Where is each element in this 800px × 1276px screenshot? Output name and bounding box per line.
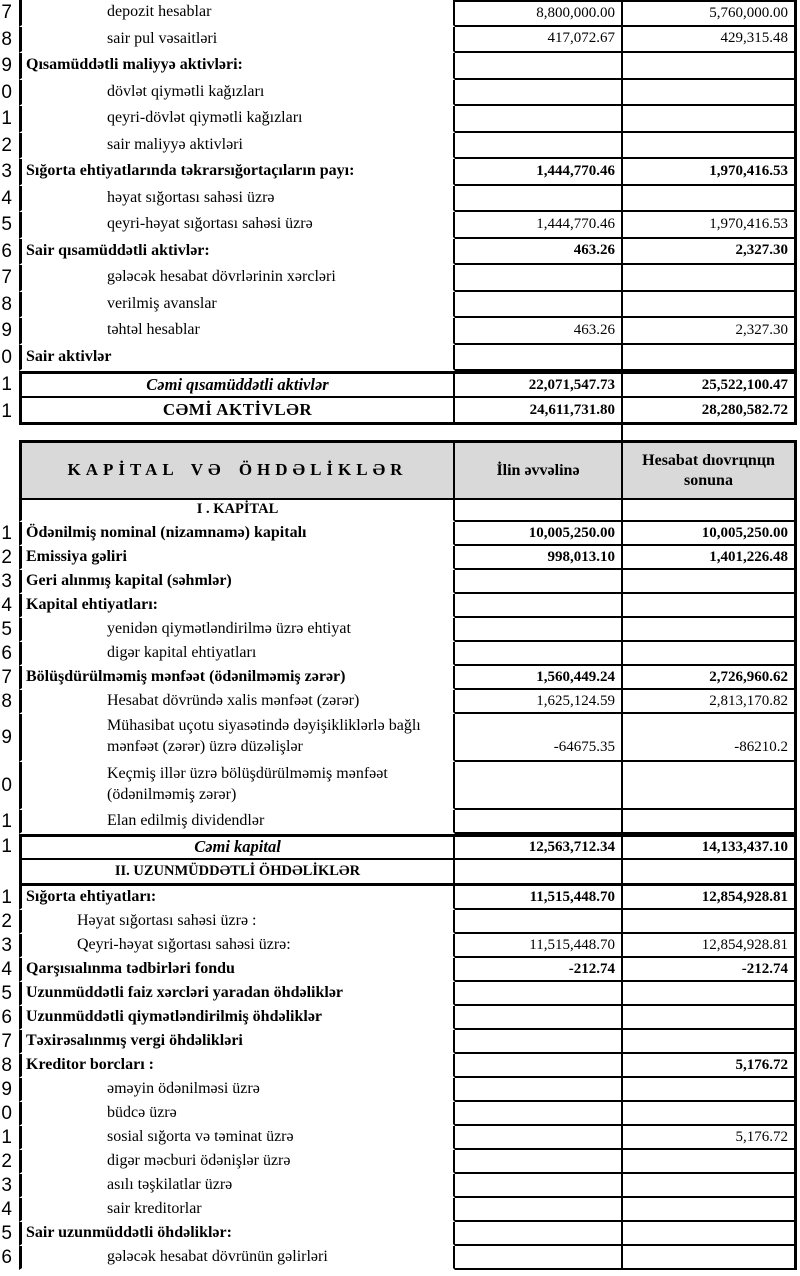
table-row [0, 53, 800, 80]
table-row [0, 345, 800, 372]
table-row [0, 0, 800, 27]
row-number: 1 [1, 887, 12, 908]
row-number: 3 [1, 1175, 12, 1196]
value-begin-of-year: -212.74 [455, 958, 623, 982]
value-begin-of-year [455, 594, 623, 618]
row-number: 8 [1, 691, 12, 712]
value-end-of-period [623, 1150, 797, 1174]
table-row [0, 934, 800, 958]
table-row [0, 1246, 800, 1270]
row-number: 5 [1, 983, 12, 1004]
value-begin-of-year [455, 1030, 623, 1054]
table-row [0, 1174, 800, 1198]
value-begin-of-year [455, 810, 623, 834]
table-row [0, 106, 800, 133]
value-begin-of-year [455, 106, 623, 133]
table-row [0, 958, 800, 982]
value-begin-of-year: 1,560,449.24 [455, 666, 623, 690]
table-row [0, 133, 800, 160]
row-number: 0 [1, 775, 12, 796]
row-label: verilmiş avanslar [19, 292, 455, 319]
table-row [0, 1078, 800, 1102]
value-begin-of-year [455, 345, 623, 372]
value-begin-of-year: 10,005,250.00 [455, 522, 623, 546]
row-number: 0 [1, 1103, 12, 1124]
value-begin-of-year: 22,071,547.73 [455, 371, 623, 398]
liabilities-header-row [0, 440, 800, 500]
table-row [0, 318, 800, 345]
column-header-end-of-period: Hesabat dıovrцnцn sonuna [623, 440, 797, 500]
value-end-of-period: 28,280,582.72 [623, 398, 797, 425]
value-begin-of-year [455, 1198, 623, 1222]
value-end-of-period [623, 345, 797, 372]
row-number: 9 [1, 727, 12, 748]
row-number [0, 500, 12, 522]
table-row [0, 27, 800, 54]
table-row [0, 1006, 800, 1030]
table-row [0, 1222, 800, 1246]
value-end-of-period [623, 618, 797, 642]
row-number: 8 [1, 28, 12, 50]
value-end-of-period [623, 1222, 797, 1246]
row-number: 5 [1, 1223, 12, 1244]
value-begin-of-year [455, 265, 623, 292]
value-end-of-period: 1,401,226.48 [623, 546, 797, 570]
row-label: sair pul vəsaitləri [19, 27, 455, 54]
table-row [0, 292, 800, 319]
row-label: Ödənilmiş nominal (nizamnamə) kapitalı [19, 522, 455, 546]
row-label: Hesabat dövründə xalis mənfəət (zərər) [19, 690, 455, 714]
value-end-of-period: 25,522,100.47 [623, 371, 797, 398]
value-begin-of-year [455, 1102, 623, 1126]
value-end-of-period [623, 1102, 797, 1126]
table-row [0, 594, 800, 618]
value-end-of-period [623, 910, 797, 934]
value-begin-of-year [455, 642, 623, 666]
row-number: 9 [1, 320, 12, 342]
value-end-of-period [623, 292, 797, 319]
row-label: Keçmiş illər üzrə bölüşdürülməmiş mənfəət (ödənilməmiş zərər) [19, 762, 455, 810]
value-begin-of-year [455, 1174, 623, 1198]
row-number [0, 860, 12, 886]
table-row [0, 1198, 800, 1222]
row-number: 1 [1, 836, 12, 857]
row-label: Elan edilmiş dividendlər [19, 810, 455, 834]
table-row [0, 1126, 800, 1150]
table-row [0, 1102, 800, 1126]
row-number: 5 [1, 214, 12, 236]
value-begin-of-year: 11,515,448.70 [455, 934, 623, 958]
table-row [0, 265, 800, 292]
row-label: Uzunmüddətli qiymətləndirilmiş öhdəliklər [19, 1006, 455, 1030]
row-label: digər məcburi ödənişlər üzrə [19, 1150, 455, 1174]
table-row [0, 762, 800, 810]
value-end-of-period: -212.74 [623, 958, 797, 982]
row-label: dövlət qiymətli kağızları [19, 80, 455, 107]
table-row [0, 982, 800, 1006]
table-row [0, 371, 800, 398]
row-number: 4 [1, 595, 12, 616]
table-row [0, 1030, 800, 1054]
value-begin-of-year [455, 570, 623, 594]
row-label: Qeyri-həyat sığortası sahəsi üzrə: [19, 934, 455, 958]
row-number: 9 [1, 55, 12, 77]
row-number: 1 [1, 108, 12, 130]
table-row [0, 714, 800, 762]
row-number: 1 [1, 400, 12, 422]
value-begin-of-year: 1,625,124.59 [455, 690, 623, 714]
row-label: Bölüşdürülməmiş mənfəət (ödənilməmiş zərər) [19, 666, 455, 690]
value-end-of-period [623, 1006, 797, 1030]
table-row [0, 860, 800, 886]
value-end-of-period [623, 810, 797, 834]
table-row [0, 570, 800, 594]
row-number: 2 [1, 134, 12, 156]
row-label: depozit hesablar [19, 0, 455, 27]
value-end-of-period [623, 1078, 797, 1102]
value-end-of-period: 14,133,437.10 [623, 834, 797, 860]
row-number: 8 [1, 293, 12, 315]
row-number: 5 [1, 619, 12, 640]
table-row [0, 159, 800, 186]
row-label: Emissiya gəliri [19, 546, 455, 570]
liabilities-title: KAPİTAL VƏ ÖHDƏLİKLƏR [19, 440, 455, 500]
value-end-of-period [623, 265, 797, 292]
value-begin-of-year: 11,515,448.70 [455, 886, 623, 910]
value-end-of-period [623, 982, 797, 1006]
value-begin-of-year [455, 1006, 623, 1030]
value-end-of-period: -86210.2 [623, 714, 797, 762]
value-begin-of-year [455, 1150, 623, 1174]
row-label: qeyri-həyat sığortası sahəsi üzrə [19, 212, 455, 239]
row-label: Cəmi kapital [19, 834, 455, 860]
value-end-of-period: 2,327.30 [623, 239, 797, 266]
row-number: 6 [1, 1247, 12, 1268]
row-number: 0 [1, 346, 12, 368]
value-end-of-period: 1,970,416.53 [623, 212, 797, 239]
table-row [0, 522, 800, 546]
row-number: 9 [1, 1079, 12, 1100]
value-begin-of-year: 1,444,770.46 [455, 212, 623, 239]
table-row [0, 642, 800, 666]
value-begin-of-year: -64675.35 [455, 714, 623, 762]
value-begin-of-year [455, 618, 623, 642]
row-number: 1 [1, 373, 12, 395]
row-label: Təxirəsalınmış vergi öhdəlikləri [19, 1030, 455, 1054]
row-label: təhtəl hesablar [19, 318, 455, 345]
table-row [0, 810, 800, 834]
row-number: 4 [1, 1199, 12, 1220]
value-begin-of-year [455, 1126, 623, 1150]
row-label: digər kapital ehtiyatları [19, 642, 455, 666]
value-begin-of-year: 463.26 [455, 239, 623, 266]
table-row [0, 1054, 800, 1078]
row-label: Sair uzunmüddətli öhdəliklər: [19, 1222, 455, 1246]
value-end-of-period: 10,005,250.00 [623, 522, 797, 546]
value-end-of-period [623, 133, 797, 160]
row-number: 1 [1, 811, 12, 832]
row-label: CƏMİ AKTİVLƏR [19, 398, 455, 425]
value-end-of-period [623, 186, 797, 213]
value-begin-of-year [455, 1246, 623, 1270]
value-begin-of-year [455, 982, 623, 1006]
row-number: 3 [1, 161, 12, 183]
row-number: 7 [1, 2, 12, 24]
value-end-of-period: 2,813,170.82 [623, 690, 797, 714]
table-row [0, 910, 800, 934]
value-end-of-period: 5,176.72 [623, 1054, 797, 1078]
row-label: Həyat sığortası sahəsi üzrə : [19, 910, 455, 934]
value-end-of-period [623, 860, 797, 886]
table-row [0, 834, 800, 860]
row-number: 6 [1, 1007, 12, 1028]
row-number: 1 [1, 1127, 12, 1148]
value-end-of-period [623, 80, 797, 107]
row-label: həyat sığortası sahəsi üzrə [19, 186, 455, 213]
table-row [0, 500, 800, 522]
row-label: I . KAPİTAL [19, 500, 455, 522]
row-label: sair kreditorlar [19, 1198, 455, 1222]
value-begin-of-year: 417,072.67 [455, 27, 623, 54]
column-header-begin-of-year: İlin əvvəlinə [455, 440, 623, 500]
row-label: əməyin ödənilməsi üzrə [19, 1078, 455, 1102]
table-row [0, 618, 800, 642]
value-end-of-period: 12,854,928.81 [623, 886, 797, 910]
row-label: asılı təşkilatlar üzrə [19, 1174, 455, 1198]
value-end-of-period: 2,726,960.62 [623, 666, 797, 690]
table-row [0, 690, 800, 714]
row-number: 2 [1, 1151, 12, 1172]
row-number: 6 [1, 643, 12, 664]
row-number: 8 [1, 1055, 12, 1076]
value-begin-of-year: 12,563,712.34 [455, 834, 623, 860]
value-begin-of-year [455, 53, 623, 80]
row-label: Cəmi qısamüddətli aktivlər [19, 371, 455, 398]
assets-table [0, 0, 800, 425]
value-end-of-period [623, 762, 797, 810]
value-begin-of-year [455, 80, 623, 107]
row-label: yenidən qiymətləndirilmə üzrə ehtiyat [19, 618, 455, 642]
value-begin-of-year [455, 500, 623, 522]
row-label: Sığorta ehtiyatları: [19, 886, 455, 910]
value-end-of-period [623, 1030, 797, 1054]
row-number: 4 [1, 187, 12, 209]
row-number: 7 [1, 267, 12, 289]
row-number: 4 [1, 959, 12, 980]
row-number: 6 [1, 240, 12, 262]
value-end-of-period [623, 53, 797, 80]
row-label: Sığorta ehtiyatlarında təkrarsığortaçıların payı: [19, 159, 455, 186]
row-number: 3 [1, 935, 12, 956]
value-end-of-period: 5,176.72 [623, 1126, 797, 1150]
row-number: 2 [1, 911, 12, 932]
value-begin-of-year: 1,444,770.46 [455, 159, 623, 186]
value-end-of-period [623, 500, 797, 522]
row-label: Kapital ehtiyatları: [19, 594, 455, 618]
value-end-of-period: 1,970,416.53 [623, 159, 797, 186]
row-label: Geri alınmış kapital (səhmlər) [19, 570, 455, 594]
value-end-of-period [623, 594, 797, 618]
value-end-of-period [623, 1174, 797, 1198]
liabilities-table [0, 500, 800, 1270]
row-label: Mühasibat uçotu siyasətində dəyişikliklərlə bağlı mənfəət (zərər) üzrə düzəlişlər [19, 714, 455, 762]
row-number: 1 [1, 523, 12, 544]
row-label: II. UZUNMÜDDƏTLİ ÖHDƏLİKLƏR [19, 860, 455, 886]
row-label: Kreditor borcları : [19, 1054, 455, 1078]
value-end-of-period [623, 642, 797, 666]
column-divider-segment [621, 424, 623, 441]
value-end-of-period [623, 1198, 797, 1222]
table-row [0, 186, 800, 213]
value-end-of-period: 2,327.30 [623, 318, 797, 345]
row-label: Uzunmüddətli faiz xərcləri yaradan öhdəliklər [19, 982, 455, 1006]
table-row [0, 546, 800, 570]
value-begin-of-year: 998,013.10 [455, 546, 623, 570]
table-row [0, 398, 800, 425]
row-label: Sair qısamüddətli aktivlər: [19, 239, 455, 266]
value-begin-of-year [455, 292, 623, 319]
row-label: sair maliyyə aktivləri [19, 133, 455, 160]
row-label: Qarşısıalınma tədbirləri fondu [19, 958, 455, 982]
value-begin-of-year: 463.26 [455, 318, 623, 345]
value-begin-of-year [455, 1078, 623, 1102]
value-begin-of-year [455, 1222, 623, 1246]
value-end-of-period [623, 106, 797, 133]
value-end-of-period: 12,854,928.81 [623, 934, 797, 958]
value-end-of-period: 429,315.48 [623, 27, 797, 54]
row-number: 3 [1, 571, 12, 592]
row-number: 2 [1, 547, 12, 568]
value-end-of-period [623, 1246, 797, 1270]
table-row [0, 886, 800, 910]
row-label: Sair aktivlər [19, 345, 455, 372]
row-number: 7 [1, 1031, 12, 1052]
row-number: 0 [1, 81, 12, 103]
value-begin-of-year: 8,800,000.00 [455, 0, 623, 27]
table-row [0, 239, 800, 266]
value-begin-of-year [455, 1054, 623, 1078]
value-begin-of-year [455, 186, 623, 213]
value-begin-of-year [455, 133, 623, 160]
row-label: büdcə üzrə [19, 1102, 455, 1126]
value-end-of-period: 5,760,000.00 [623, 0, 797, 27]
row-number: 7 [1, 667, 12, 688]
row-label: gələcək hesabat dövrlərinin xərcləri [19, 265, 455, 292]
value-begin-of-year [455, 762, 623, 810]
table-row [0, 212, 800, 239]
table-row [0, 1150, 800, 1174]
table-row [0, 80, 800, 107]
value-begin-of-year [455, 860, 623, 886]
value-end-of-period [623, 570, 797, 594]
row-label: sosial sığorta və təminat üzrə [19, 1126, 455, 1150]
row-label: qeyri-dövlət qiymətli kağızları [19, 106, 455, 133]
value-begin-of-year: 24,611,731.80 [455, 398, 623, 425]
row-label: gələcək hesabat dövrünün gəlirləri [19, 1246, 455, 1270]
row-label: Qısamüddətli maliyyə aktivləri: [19, 53, 455, 80]
value-begin-of-year [455, 910, 623, 934]
table-row [0, 666, 800, 690]
